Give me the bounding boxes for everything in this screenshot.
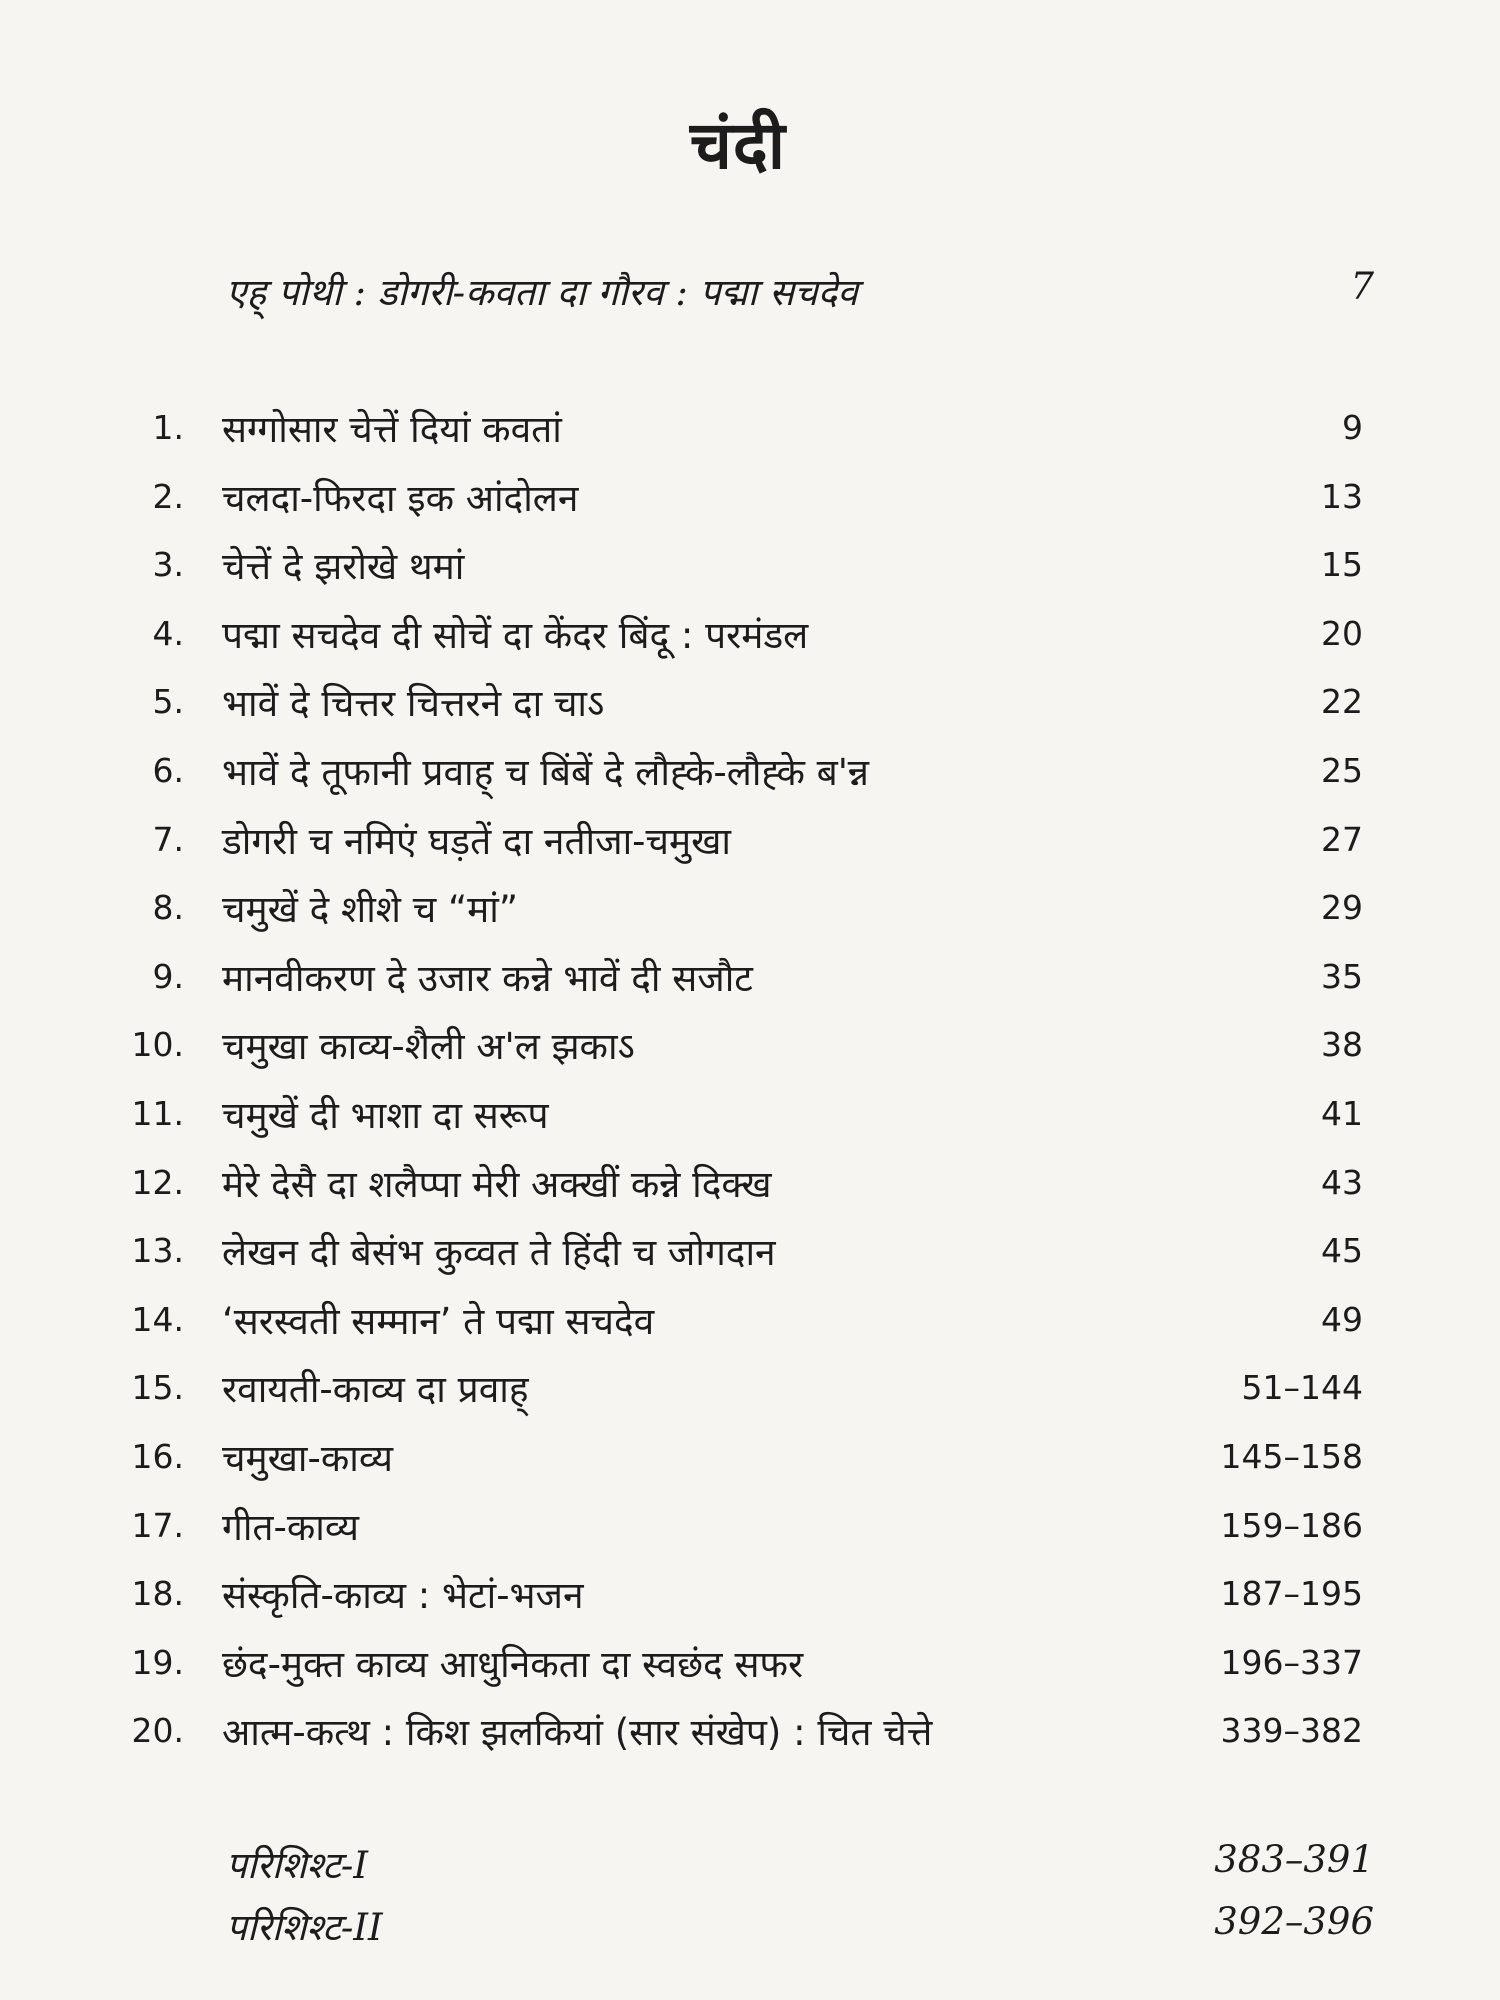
toc-page: 41 (1321, 1093, 1363, 1133)
toc-page: 49 (1321, 1299, 1363, 1339)
toc-page: 27 (1321, 819, 1363, 859)
toc-title: भावें दे चित्तर चित्तरने दा चाऽ (222, 682, 605, 726)
toc-title: संस्कृति-काव्य : भेटां-भजन (222, 1574, 584, 1618)
toc-number: 10. (131, 1025, 184, 1065)
toc-title: गीत-काव्य (222, 1505, 359, 1549)
toc-page: 159–186 (1220, 1505, 1363, 1545)
toc-number: 8. (152, 888, 184, 928)
toc-title: आत्म-कत्थ : किश झलकियां (सार संखेप) : चित चेत्ते (222, 1711, 933, 1755)
toc-title: रवायती-काव्य दा प्रवाह् (222, 1368, 529, 1412)
toc-page: 51–144 (1241, 1368, 1363, 1408)
toc-page: 196–337 (1220, 1642, 1363, 1682)
toc-title: मानवीकरण दे उजार कन्ने भावें दी सजौट (222, 956, 753, 1000)
toc-title: सग्गोसार चेत्तें दियां कवतां (222, 408, 562, 451)
toc-number: 6. (152, 750, 184, 790)
toc-number: 5. (152, 682, 184, 722)
toc-row (0, 878, 1500, 947)
preface-entry (226, 265, 1374, 321)
toc-title: डोगरी च नमिएं घड़तें दा नतीजा-चमुखा (222, 819, 731, 863)
toc-title: चेत्तें दे झरोखे थमां (222, 545, 465, 589)
toc-number: 20. (131, 1711, 184, 1751)
toc-number: 1. (152, 408, 184, 447)
preface-text: एह् पोथी : डोगरी-कवता दा गौरव : पद्मा सचदेव (226, 271, 858, 314)
toc-number: 19. (131, 1642, 184, 1682)
toc-row (0, 1015, 1500, 1084)
toc-page: 43 (1321, 1162, 1363, 1202)
toc-page: 45 (1321, 1231, 1363, 1271)
appendix-entry (226, 1900, 1374, 1956)
appendix-page: 392–396 (1214, 1900, 1374, 1943)
toc-title: छंद-मुक्त काव्य आधुनिकता दा स्वछंद सफर (222, 1642, 804, 1686)
toc-number: 16. (131, 1436, 184, 1476)
toc-number: 4. (152, 613, 184, 653)
toc-page: 29 (1321, 888, 1363, 928)
toc-page: 15 (1321, 545, 1363, 585)
appendix-entry (226, 1838, 1374, 1894)
toc-title: चमुखा-काव्य (222, 1436, 393, 1480)
toc-title: मेरे देसै दा शलैप्पा मेरी अक्खीं कन्ने दिक्ख (222, 1162, 772, 1206)
toc-row (0, 1701, 1500, 1770)
toc-page: 339–382 (1220, 1711, 1363, 1751)
toc-page: 20 (1321, 613, 1363, 653)
appendix-label: परिशिश्ट-I (226, 1844, 368, 1887)
toc-number: 15. (131, 1368, 184, 1408)
toc-row (0, 535, 1500, 604)
toc-row (0, 467, 1500, 536)
toc-number: 3. (152, 545, 184, 585)
toc-title: भावें दे तूफानी प्रवाह् च बिंबें दे लौह्के-लौह्के ब'न्न (222, 750, 870, 794)
toc-row (0, 1427, 1500, 1496)
toc-page: 35 (1321, 956, 1363, 996)
toc-row (0, 1358, 1500, 1427)
page-title: चंदी (689, 107, 787, 184)
toc-row (0, 1633, 1500, 1702)
toc-row (0, 810, 1500, 879)
toc-page: 145–158 (1220, 1436, 1363, 1476)
toc-row (0, 1221, 1500, 1290)
toc-page: 22 (1321, 682, 1363, 722)
toc-number: 12. (131, 1162, 184, 1202)
toc-title: चलदा-फिरदा इक आंदोलन (222, 476, 579, 520)
toc-title: चमुखा काव्य-शैली अ'ल झकाऽ (222, 1025, 635, 1069)
toc-number: 2. (152, 476, 184, 516)
appendix-label: परिशिश्ट-II (226, 1906, 383, 1949)
toc-title: ‘सरस्वती सम्मान’ ते पद्मा सचदेव (222, 1299, 655, 1343)
toc-row (0, 1084, 1500, 1153)
toc-number: 17. (131, 1505, 184, 1545)
toc-row (0, 1496, 1500, 1565)
toc-row (0, 1290, 1500, 1359)
toc-title: पद्मा सचदेव दी सोचें दा केंदर बिंदू : परमंडल (222, 613, 809, 657)
toc-row (0, 1153, 1500, 1222)
toc-title: चमुखें दी भाशा दा सरूप (222, 1093, 549, 1137)
preface-page: 7 (1350, 265, 1374, 308)
toc-row (0, 672, 1500, 741)
toc-number: 13. (131, 1231, 184, 1271)
appendix-page: 383–391 (1214, 1838, 1374, 1881)
toc-row (0, 604, 1500, 673)
table-of-contents (0, 398, 1500, 1770)
toc-page: 25 (1321, 750, 1363, 790)
toc-number: 11. (131, 1093, 184, 1133)
toc-page: 9 (1342, 408, 1363, 447)
toc-page: 13 (1321, 476, 1363, 516)
toc-row (0, 1564, 1500, 1633)
toc-number: 7. (152, 819, 184, 859)
toc-title: चमुखें दे शीशे च “मां” (222, 888, 519, 932)
toc-number: 9. (152, 956, 184, 996)
toc-row (0, 947, 1500, 1016)
toc-row (0, 398, 1500, 467)
toc-title: लेखन दी बेसंभ कुव्वत ते हिंदी च जोगदान (222, 1231, 776, 1275)
toc-row (0, 741, 1500, 810)
toc-number: 14. (131, 1299, 184, 1339)
toc-page: 187–195 (1220, 1574, 1363, 1614)
toc-number: 18. (131, 1574, 184, 1614)
toc-page: 38 (1321, 1025, 1363, 1065)
